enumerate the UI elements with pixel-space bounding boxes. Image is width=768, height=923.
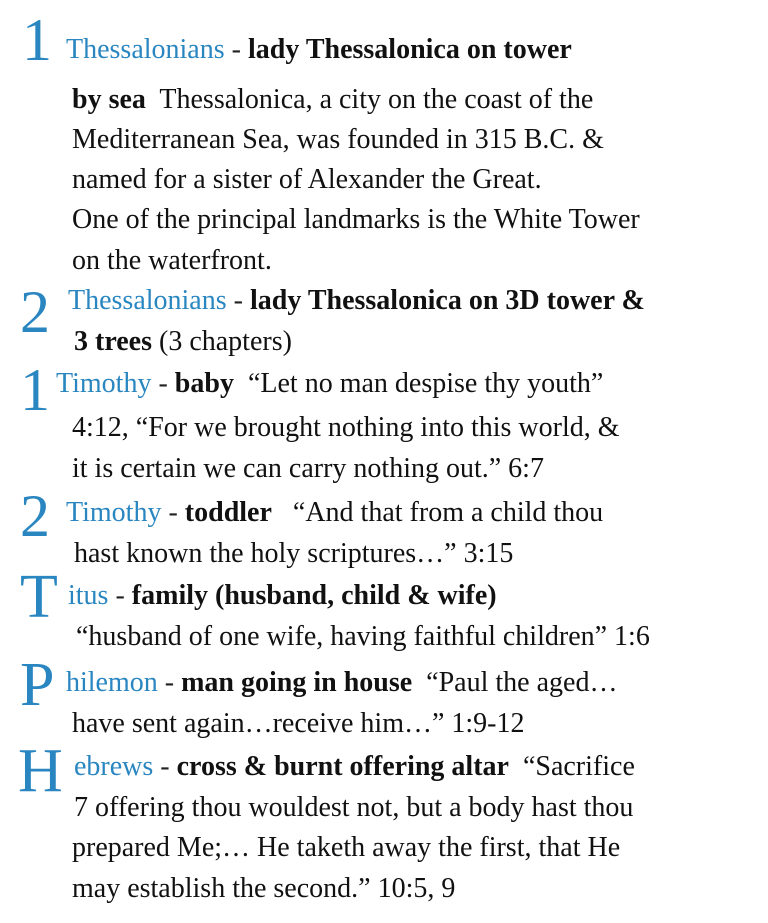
big-initial: T [20,563,58,631]
entry-continuation [74,328,292,356]
dash: - [151,368,175,399]
tag-continued: 3 trees [74,326,152,357]
big-numeral: 2 [20,279,50,345]
tag: toddler [184,497,272,528]
dash: - [153,751,177,782]
body-line: prepared Me;… He taketh away the first, that He [72,832,621,863]
tag: man going in house [181,667,413,698]
quote: “And that from a child thou [271,497,604,528]
body-line: on the waterfront. [72,245,272,276]
big-initial: H [18,737,63,805]
book-name: Thessalonians [68,285,227,316]
dash: - [224,34,248,65]
body-line: named for a sister of Alexander the Great. [72,164,542,195]
big-numeral: 1 [22,7,52,73]
body-text: (3 chapters) [152,326,292,357]
tag: family (husband, child & wife) [131,580,497,611]
big-numeral: 1 [20,357,50,423]
entry-heading [68,582,497,610]
dash: - [108,580,132,611]
tag: lady Thessalonica on tower [247,34,572,65]
entry-continuation [72,86,593,114]
entry-heading [66,669,617,697]
quote: “Paul the aged… [412,667,618,698]
book-name: hilemon [66,667,158,698]
book-name: Timothy [66,497,162,528]
body-line: hast known the holy scriptures…” 3:15 [74,538,514,569]
body-line: it is certain we can carry nothing out.” 6:7 [72,453,544,484]
quote: “Sacrifice [508,751,635,782]
body-text: Thessalonica, a city on the coast of the [145,84,594,115]
quote: “Let no man despise thy youth” [233,368,604,399]
big-initial: P [20,651,55,719]
dash: - [161,497,185,528]
tag: lady Thessalonica on 3D tower & [249,285,645,316]
body-line: One of the principal landmarks is the White Tower [72,204,640,235]
entry-heading [66,499,603,527]
entry-heading [66,36,572,64]
body-line: 7 offering thou wouldest not, but a body hast thou [74,792,634,823]
body-line: 4:12, “For we brought nothing into this world, & [72,412,620,443]
tag: baby [174,368,234,399]
body-line: have sent again…receive him…” 1:9-12 [72,708,525,739]
body-line: “husband of one wife, having faithful children” 1:6 [76,621,650,652]
entry-heading [74,753,635,781]
big-numeral: 2 [20,483,50,549]
book-name: itus [68,580,109,611]
dash: - [157,667,182,698]
entry-heading [68,287,645,315]
book-name: Timothy [56,368,152,399]
book-name: Thessalonians [66,34,225,65]
body-line: Mediterranean Sea, was founded in 315 B.C. & [72,124,604,155]
tag: cross & burnt offering altar [176,751,509,782]
book-name: ebrews [74,751,154,782]
entry-heading [56,370,603,398]
body-line: may establish the second.” 10:5, 9 [72,873,456,904]
dash: - [226,285,250,316]
tag-continued: by sea [72,84,146,115]
